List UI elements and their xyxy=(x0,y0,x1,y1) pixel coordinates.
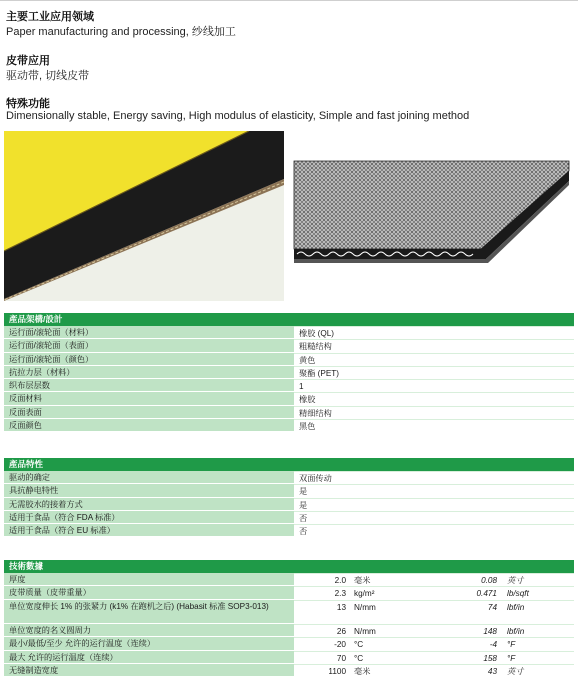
row-label: 厚度 xyxy=(4,573,294,585)
belt-cross-section xyxy=(291,131,573,301)
table-row xyxy=(4,339,574,352)
row-label: 反面材料 xyxy=(4,392,294,404)
row-label: 单位宽度伸长 1% 的张紧力 (k1% 在跑机之后) (Habasit 标准 SOP3-013) xyxy=(4,600,294,623)
row-value: 粗糙结构 xyxy=(294,339,574,351)
table-row xyxy=(4,524,574,537)
table-row xyxy=(4,392,574,405)
table-row xyxy=(4,664,574,677)
table-row xyxy=(4,498,574,511)
metric-value: 13 xyxy=(336,602,346,612)
table-row xyxy=(4,471,574,484)
application-text: 驱动带, 切线皮带 xyxy=(6,70,90,82)
metric-unit: kg/m² xyxy=(354,589,375,599)
metric-unit: N/mm xyxy=(354,626,376,636)
metric-value: 70 xyxy=(336,653,346,663)
imperial-value: 0.08 xyxy=(481,576,497,585)
imperial-value: 74 xyxy=(487,602,497,612)
row-value: 黑色 xyxy=(294,419,574,431)
design-table-rows xyxy=(4,326,574,432)
row-value: 橡胶 xyxy=(294,392,574,404)
row-label: 具抗静电特性 xyxy=(4,484,294,496)
property-table-title: 產品特性 xyxy=(4,458,574,471)
table-row xyxy=(4,406,574,419)
row-value: 是 xyxy=(294,484,574,496)
row-value: 橡胶 (QL) xyxy=(294,326,574,338)
row-values xyxy=(294,637,574,649)
imperial-value: 43 xyxy=(487,666,497,676)
row-label: 适用于食品（符合 FDA 标准） xyxy=(4,511,294,523)
row-label: 织布层层数 xyxy=(4,379,294,391)
tech-table-title: 技術數據 xyxy=(4,560,574,573)
imperial-unit: 英寸 xyxy=(507,576,524,585)
table-row xyxy=(4,511,574,524)
imperial-unit: lbf/in xyxy=(507,602,525,612)
row-values xyxy=(294,664,574,676)
table-row xyxy=(4,573,574,586)
metric-unit: 毫米 xyxy=(354,576,371,585)
row-value: 否 xyxy=(294,511,574,523)
row-values xyxy=(294,573,574,585)
imperial-value: 148 xyxy=(483,626,497,636)
tech-table xyxy=(4,560,574,677)
industry-text: Paper manufacturing and processing, 纱线加工 xyxy=(6,26,236,38)
features-text: Dimensionally stable, Energy saving, High modulus of elasticity, Simple and fast joining method xyxy=(6,110,470,122)
cross-section-graphic xyxy=(291,131,573,301)
row-values xyxy=(294,651,574,663)
table-row xyxy=(4,600,574,624)
row-value: 黄色 xyxy=(294,353,574,365)
property-table xyxy=(4,458,574,537)
table-row xyxy=(4,366,574,379)
metric-unit: N/mm xyxy=(354,602,376,612)
property-table-rows xyxy=(4,471,574,537)
imperial-unit: lb/sqft xyxy=(507,589,529,599)
design-table-title: 產品架構/設計 xyxy=(4,313,574,326)
row-label: 无需胶水的接着方式 xyxy=(4,498,294,510)
table-row xyxy=(4,419,574,432)
imperial-value: 0.471 xyxy=(476,589,497,599)
row-label: 运行面/滚轮面（表面） xyxy=(4,339,294,351)
row-label: 适用于食品（符合 EU 标准） xyxy=(4,524,294,536)
row-value: 双面传动 xyxy=(294,471,574,483)
metric-unit: 毫米 xyxy=(354,666,371,676)
row-label: 无缝制造宽度 xyxy=(4,664,294,676)
row-values xyxy=(294,600,574,623)
row-label: 驱动的确定 xyxy=(4,471,294,483)
table-row xyxy=(4,379,574,392)
row-label: 抗拉力层（材料） xyxy=(4,366,294,378)
metric-unit: °C xyxy=(354,653,364,663)
table-row xyxy=(4,484,574,497)
top-rule xyxy=(0,0,578,1)
metric-value: -20 xyxy=(334,640,346,650)
row-label: 最小/最低/至少 允许的运行温度（连续） xyxy=(4,637,294,649)
row-values xyxy=(294,586,574,598)
metric-value: 2.0 xyxy=(334,576,346,585)
metric-value: 1100 xyxy=(328,666,346,676)
table-row xyxy=(4,326,574,339)
design-table xyxy=(4,313,574,432)
imperial-unit: °F xyxy=(507,653,516,663)
belt-photo xyxy=(4,131,284,301)
row-label: 运行面/滚轮面（材料） xyxy=(4,326,294,338)
row-label: 最大 允许的运行温度（连续） xyxy=(4,651,294,663)
imperial-value: 158 xyxy=(483,653,497,663)
row-value: 1 xyxy=(294,379,574,391)
row-label: 反面表面 xyxy=(4,406,294,418)
row-label: 反面颜色 xyxy=(4,419,294,431)
table-row xyxy=(4,624,574,637)
table-row xyxy=(4,353,574,366)
imperial-value: -4 xyxy=(489,640,497,650)
imperial-unit: °F xyxy=(507,640,516,650)
application-heading: 皮带应用 xyxy=(6,55,50,67)
row-label: 单位宽度的名义圆周力 xyxy=(4,624,294,636)
row-value: 聚酯 (PET) xyxy=(294,366,574,378)
row-value: 否 xyxy=(294,524,574,536)
imperial-unit: lbf/in xyxy=(507,626,525,636)
row-label: 皮带质量（皮带重量） xyxy=(4,586,294,598)
belt-photo-graphic xyxy=(4,131,284,301)
industry-heading: 主要工业应用领域 xyxy=(6,11,94,23)
tech-table-rows xyxy=(4,573,574,677)
metric-unit: °C xyxy=(354,640,364,650)
imperial-unit: 英寸 xyxy=(507,666,524,676)
row-value: 精细结构 xyxy=(294,406,574,418)
metric-value: 26 xyxy=(336,626,346,636)
table-row xyxy=(4,586,574,599)
metric-value: 2.3 xyxy=(334,589,346,599)
table-row xyxy=(4,651,574,664)
features-heading: 特殊功能 xyxy=(6,98,50,110)
row-value: 是 xyxy=(294,498,574,510)
row-values xyxy=(294,624,574,636)
row-label: 运行面/滚轮面（颜色） xyxy=(4,353,294,365)
table-row xyxy=(4,637,574,650)
